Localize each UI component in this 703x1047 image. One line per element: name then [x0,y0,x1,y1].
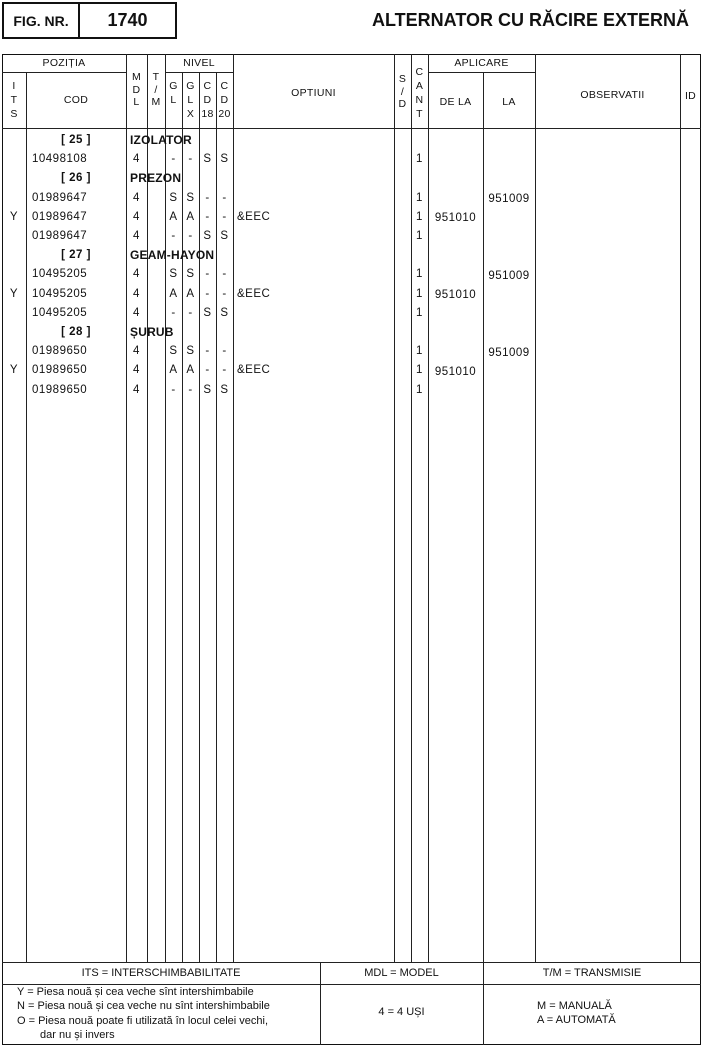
group-position: [ 27 ] [61,249,91,262]
legend-tm-list [537,999,697,1027]
gl-value: - [171,306,176,319]
part-code: 01989647 [32,210,88,223]
quantity-value: 1 [416,230,423,242]
quantity-value: 1 [416,268,423,281]
cd20-value: S [220,153,229,166]
group-name: IZOLATOR [130,133,192,147]
col-header-id: ID [684,90,697,102]
part-code: 01989647 [32,230,88,242]
quantity-value: 1 [416,210,423,223]
cd20-value: - [222,364,227,377]
valid-to-value: 951009 [488,269,530,282]
cd18-value: - [205,287,210,300]
table-row [0,265,703,284]
glx-value: - [188,153,193,166]
table-row [0,381,703,400]
table-rule [165,72,233,73]
col-header-its: I T S [10,80,18,120]
valid-to-value: 951009 [488,193,530,206]
table-row [0,342,703,361]
legend-mdl-title: MDL = MODEL [364,967,439,979]
gl-value: S [169,268,178,281]
gl-value: - [171,230,176,242]
glx-value: A [186,364,195,377]
group-row [0,246,703,265]
legend-its-item: dar nu și invers [40,1028,115,1041]
col-header-pozitia: POZIȚIA [42,57,86,69]
mdl-value: 4 [133,364,140,377]
col-header-glx: G L X [186,80,195,120]
group-row [0,323,703,342]
legend-tm-item: A = AUTOMATĂ [537,1014,616,1026]
part-code: 10495205 [32,268,88,281]
group-position: [ 25 ] [61,134,91,146]
cd18-value: S [203,306,212,319]
col-header-observatii: OBSERVATII [580,89,645,101]
col-header-cod: COD [63,94,89,106]
valid-from-value: 951010 [434,289,477,302]
group-position: [ 26 ] [61,172,91,185]
table-row [0,285,703,304]
gl-value: - [171,383,176,396]
mdl-value: 4 [133,191,140,204]
fig-number-box [78,2,177,39]
group-name: GEAM-HAYON [130,248,215,263]
quantity-value: 1 [416,345,423,358]
legend-tm-item: M = MANUALĂ [537,1000,612,1012]
cd20-value: S [220,230,229,242]
table-row [0,361,703,380]
col-header-la: LA [502,96,516,108]
legend-tm-title: T/M = TRANSMISIE [542,967,642,979]
table-rule [428,72,535,73]
group-name: ȘURUB [130,325,174,339]
page-title: ALTERNATOR CU RĂCIRE EXTERNĂ [372,10,690,30]
legend-its-item: Y = Piesa nouă și cea veche sînt intershimbabile [17,986,254,998]
col-header-de-la: DE LA [439,96,472,108]
gl-value: A [169,287,178,300]
its-value: Y [9,210,19,223]
cd20-value: - [222,191,227,204]
valid-from-value: 951010 [434,365,477,378]
glx-value: S [186,268,195,281]
gl-value: S [169,191,178,204]
col-header-cd20: C D 20 [218,80,231,120]
cd18-value: - [205,191,210,204]
group-row [0,131,703,150]
mdl-value: 4 [133,287,140,300]
cd18-value: - [205,268,210,281]
quantity-value: 1 [416,364,423,377]
quantity-value: 1 [416,191,423,204]
fig-label-box [2,2,80,39]
table-row [0,304,703,323]
legend-its-title: ITS = INTERSCHIMBABILITATE [81,967,241,979]
its-value: Y [9,287,19,300]
legend-its-list [17,985,317,1042]
glx-value: S [186,345,195,358]
cd20-value: - [222,210,227,223]
cd18-value: S [203,230,212,242]
cd18-value: S [203,153,212,166]
col-header-nivel: NIVEL [183,57,215,69]
legend-mdl-item: 4 = 4 UȘI [378,1006,425,1018]
glx-value: - [188,230,193,242]
table-row [0,208,703,227]
glx-value: A [186,287,195,300]
table-row [0,227,703,246]
mdl-value: 4 [133,153,140,166]
group-row [0,169,703,188]
valid-to-value: 951009 [488,346,530,359]
gl-value: A [169,210,178,223]
table-rule [2,72,126,73]
mdl-value: 4 [133,210,140,223]
table-rule [2,962,701,963]
glx-value: - [188,383,193,396]
part-code: 01989647 [32,191,88,204]
glx-value: - [188,306,193,319]
part-code: 10495205 [32,287,88,300]
glx-value: A [186,210,195,223]
col-header-mdl: M D L [131,71,142,108]
gl-value: A [169,364,178,377]
table-row [0,150,703,169]
quantity-value: 1 [416,287,423,300]
part-code: 01989650 [32,383,88,396]
cd18-value: - [205,345,210,358]
quantity-value: 1 [416,153,423,166]
option-value: &EEC [237,210,271,223]
part-code: 01989650 [32,364,88,377]
gl-value: - [171,153,176,166]
mdl-value: 4 [133,345,140,358]
valid-from-value: 951010 [434,212,477,225]
table-row [0,189,703,208]
fig-label: FIG. NR. [13,12,69,29]
cd20-value: - [222,268,227,281]
col-header-sd: S / D [398,73,407,110]
mdl-value: 4 [133,268,140,281]
cd18-value: - [205,364,210,377]
fig-number: 1740 [107,10,148,30]
group-name: PREZON [130,171,182,186]
cd18-value: S [203,383,212,396]
its-value: Y [9,364,19,377]
quantity-value: 1 [416,383,423,396]
col-header-optiuni: OPTIUNI [291,87,336,99]
mdl-value: 4 [133,306,140,319]
option-value: &EEC [237,287,271,300]
mdl-value: 4 [133,230,140,242]
group-position: [ 28 ] [61,326,91,338]
legend-its-item: N = Piesa nouă și cea veche nu sînt intershimbabile [17,1000,270,1013]
mdl-value: 4 [133,383,140,396]
legend-its-item: O = Piesa nouă poate fi utilizată în locul celei vechi, [17,1014,269,1027]
cd20-value: - [222,287,227,300]
cd20-value: - [222,345,227,358]
col-header-aplicare: APLICARE [454,57,509,69]
part-code: 10495205 [32,306,88,319]
col-header-cd18: C D 18 [201,80,214,120]
col-header-tm: T / M [151,71,161,108]
col-header-gl: G L [169,80,178,106]
glx-value: S [186,191,195,204]
table-rule [2,128,701,129]
option-value: &EEC [237,364,271,377]
part-code: 10498108 [32,153,88,166]
col-header-cant: C A N T [415,66,424,120]
quantity-value: 1 [416,306,423,319]
cd20-value: S [220,306,229,319]
gl-value: S [169,345,178,358]
cd20-value: S [220,383,229,396]
part-code: 01989650 [32,345,88,358]
cd18-value: - [205,210,210,223]
